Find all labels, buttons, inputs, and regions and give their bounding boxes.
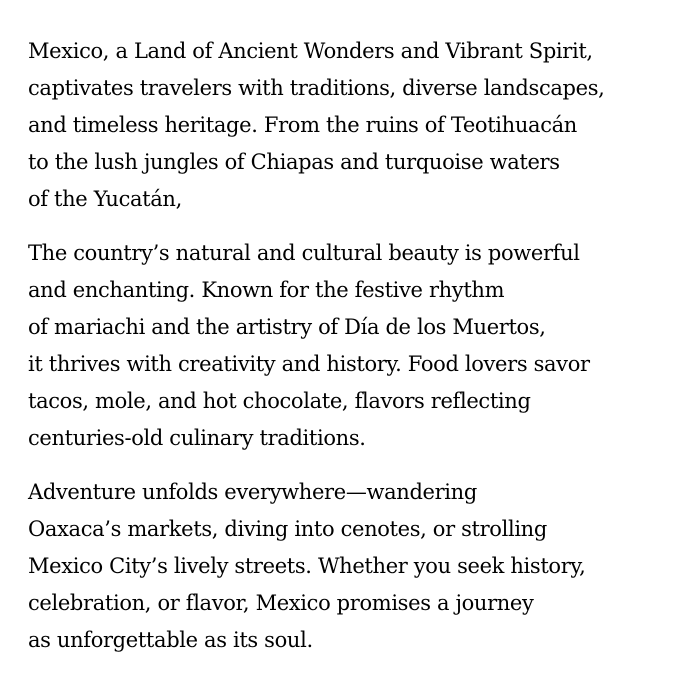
paragraph-adventure [28,474,678,659]
text-line: Mexico, a Land of Ancient Wonders and Vibrant Spirit, [28,39,593,63]
text-line: tacos, mole, and hot chocolate, flavors reflecting [28,389,531,413]
text-line: celebration, or flavor, Mexico promises a journey [28,591,534,615]
text-line: Adventure unfolds everywhere—wandering [28,480,477,504]
text-line: captivates travelers with traditions, diverse landscapes, [28,76,605,100]
text-line: to the lush jungles of Chiapas and turquoise waters [28,150,560,174]
text-line: it thrives with creativity and history. Food lovers savor [28,352,590,376]
text-line: Oaxaca’s markets, diving into cenotes, or strolling [28,517,547,541]
paragraph-intro [28,33,678,218]
text-line: as unforgettable as its soul. [28,628,313,652]
text-line: of mariachi and the artistry of Día de los Muertos, [28,315,546,339]
text-line: Mexico City’s lively streets. Whether you seek history, [28,554,586,578]
text-line: of the Yucatán, [28,187,182,211]
text-line: centuries-old culinary traditions. [28,426,366,450]
text-line: The country’s natural and cultural beauty is powerful [28,241,580,265]
paragraph-culture [28,235,678,457]
text-line: and timeless heritage. From the ruins of Teotihuacán [28,113,577,137]
article-body [28,33,678,659]
text-line: and enchanting. Known for the festive rhythm [28,278,505,302]
